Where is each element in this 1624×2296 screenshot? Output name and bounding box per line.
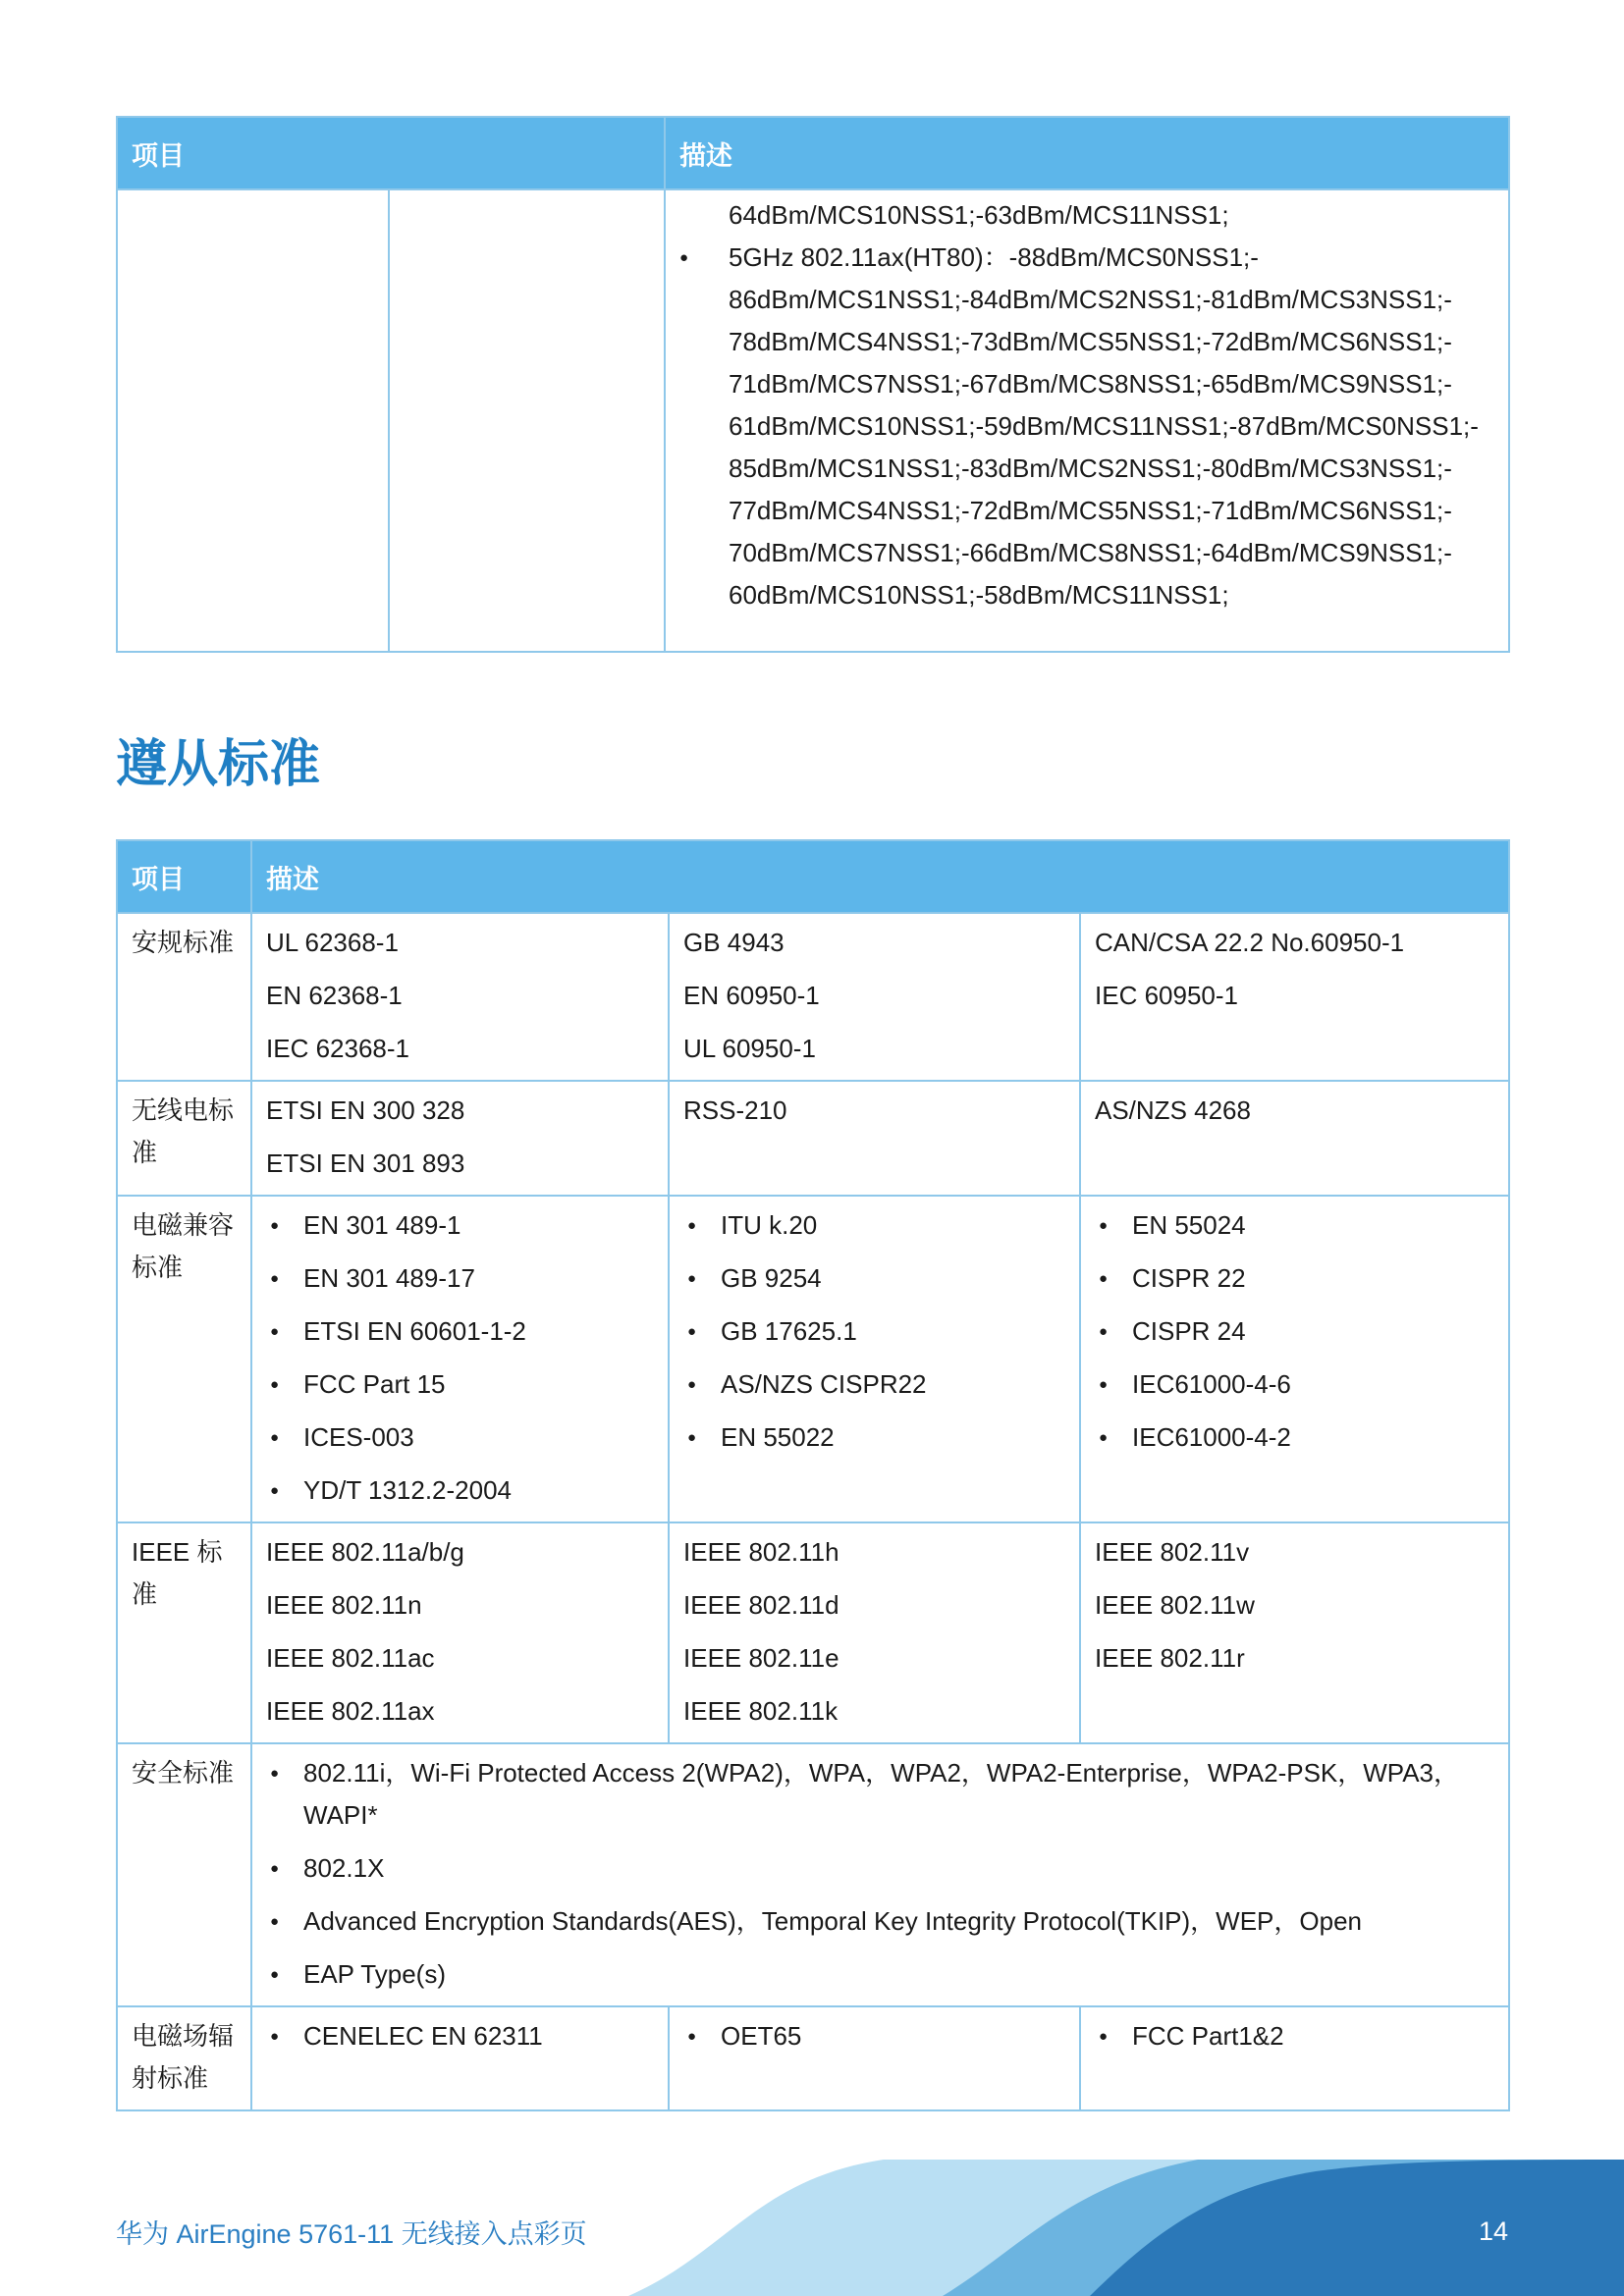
standards-cell [251, 1081, 669, 1196]
standard-item: ● GB 9254 [683, 1257, 1065, 1300]
standards-cell [251, 1743, 1509, 2006]
table-row [117, 1522, 1509, 1743]
standards-cell [1080, 1081, 1509, 1196]
standard-item: ● OET65 [683, 2015, 1065, 2057]
standard-item: ● FCC Part 15 [266, 1363, 654, 1406]
standard-item: ● CENELEC EN 62311 [266, 2015, 654, 2057]
standard-item: ● EN 55022 [683, 1416, 1065, 1459]
standard-item: IEEE 802.11ac [266, 1643, 435, 1673]
table-row [117, 1081, 1509, 1196]
standard-item: EN 60950-1 [683, 981, 820, 1010]
sensitivity-line: ● 5GHz 802.11ax(HT80)：-88dBm/MCS0NSS1;- [666, 237, 1508, 279]
standards-cell [1080, 2006, 1509, 2110]
standard-item: ● EAP Type(s) [266, 1953, 1494, 1996]
sensitivity-line: 61dBm/MCS10NSS1;-59dBm/MCS11NSS1;-87dBm/MCS0NSS1;- [729, 411, 1479, 441]
standard-item: ● IEC61000-4-2 [1095, 1416, 1494, 1459]
standard-item: ● ETSI EN 60601-1-2 [266, 1310, 654, 1353]
standards-cell [251, 1196, 669, 1522]
standards-cell [251, 913, 669, 1081]
sensitivity-line: 86dBm/MCS1NSS1;-84dBm/MCS2NSS1;-81dBm/MCS3NSS1;- [729, 285, 1452, 314]
standard-item: ● CISPR 22 [1095, 1257, 1494, 1300]
standard-item: ● YD/T 1312.2-2004 [266, 1469, 654, 1512]
standard-item: IEEE 802.11ax [266, 1696, 435, 1726]
standard-item: IEEE 802.11k [683, 1696, 839, 1726]
standards-cell [669, 1081, 1080, 1196]
standard-item: ● IEC61000-4-6 [1095, 1363, 1494, 1406]
standards-cell [669, 1196, 1080, 1522]
sensitivity-line: 70dBm/MCS7NSS1;-66dBm/MCS8NSS1;-64dBm/MCS9NSS1;- [729, 538, 1452, 567]
standard-item: ETSI EN 301 893 [266, 1148, 465, 1178]
standard-item: ● ICES-003 [266, 1416, 654, 1459]
sensitivity-line: 71dBm/MCS7NSS1;-67dBm/MCS8NSS1;-65dBm/MCS9NSS1;- [729, 369, 1452, 399]
table-row [117, 2006, 1509, 2110]
footer-title: 华为 AirEngine 5761-11 无线接入点彩页 [116, 2219, 587, 2249]
row-label: 安全标准 [117, 1743, 251, 2006]
standards-cell [669, 913, 1080, 1081]
standard-item: IEEE 802.11h [683, 1537, 839, 1567]
standards-cell [669, 2006, 1080, 2110]
standard-item: ● 802.1X [266, 1847, 1494, 1890]
standard-item: IEEE 802.11v [1095, 1537, 1250, 1567]
standard-item: ● ITU k.20 [683, 1204, 1065, 1247]
standard-item: ETSI EN 300 328 [266, 1095, 465, 1125]
standard-item: ● 802.11i，Wi-Fi Protected Access 2(WPA2)，WPA，WPA2，WPA2-Enterprise，WPA2-PSK，WPA3，WAPI* [266, 1752, 1494, 1837]
rx-sensitivity-table [116, 116, 1510, 653]
section-title: 遵从标准 [116, 736, 321, 793]
sensitivity-list [666, 194, 1508, 616]
empty-cell [389, 189, 665, 652]
standards-cell [1080, 913, 1509, 1081]
standard-item: ● CISPR 24 [1095, 1310, 1494, 1353]
table-row [117, 189, 1509, 652]
standard-item: ● Advanced Encryption Standards(AES)，Temporal Key Integrity Protocol(TKIP)，WEP，Open [266, 1900, 1494, 1943]
standard-item: RSS-210 [683, 1095, 787, 1125]
header-item: 项目 [117, 117, 665, 189]
standard-item: AS/NZS 4268 [1095, 1095, 1251, 1125]
standard-item: ● GB 17625.1 [683, 1310, 1065, 1353]
standard-item: EN 62368-1 [266, 981, 403, 1010]
table-row [117, 1743, 1509, 2006]
table-row [117, 913, 1509, 1081]
row-label: IEEE 标准 [117, 1522, 251, 1743]
sensitivity-line: 64dBm/MCS10NSS1;-63dBm/MCS11NSS1; [729, 200, 1229, 230]
standards-table [116, 839, 1510, 2111]
table-header-row [117, 117, 1509, 189]
row-label: 无线电标准 [117, 1081, 251, 1196]
standard-item: ● FCC Part1&2 [1095, 2015, 1494, 2057]
page-number: 14 [1479, 2216, 1509, 2246]
standard-item: IEEE 802.11n [266, 1590, 422, 1620]
sensitivity-line: 77dBm/MCS4NSS1;-72dBm/MCS5NSS1;-71dBm/MCS6NSS1;- [729, 496, 1452, 525]
standard-item: GB 4943 [683, 928, 785, 957]
table-header-row [117, 840, 1509, 913]
standard-item: UL 60950-1 [683, 1034, 816, 1063]
header-description: 描述 [251, 840, 1509, 913]
empty-cell [117, 189, 389, 652]
standard-item: IEEE 802.11w [1095, 1590, 1255, 1620]
standard-item: ● EN 301 489-1 [266, 1204, 654, 1247]
standards-cell [669, 1522, 1080, 1743]
standard-item: IEC 60950-1 [1095, 981, 1238, 1010]
header-description: 描述 [665, 117, 1509, 189]
standard-item: IEEE 802.11r [1095, 1643, 1245, 1673]
standard-item: CAN/CSA 22.2 No.60950-1 [1095, 928, 1405, 957]
standard-item: UL 62368-1 [266, 928, 399, 957]
standards-cell [1080, 1196, 1509, 1522]
sensitivity-line: 85dBm/MCS1NSS1;-83dBm/MCS2NSS1;-80dBm/MCS3NSS1;- [729, 454, 1452, 483]
sensitivity-line: 60dBm/MCS10NSS1;-58dBm/MCS11NSS1; [729, 580, 1229, 610]
standard-item: IEEE 802.11e [683, 1643, 839, 1673]
standard-item: ● EN 301 489-17 [266, 1257, 654, 1300]
standard-item: IEEE 802.11d [683, 1590, 839, 1620]
sensitivity-line: 78dBm/MCS4NSS1;-73dBm/MCS5NSS1;-72dBm/MCS6NSS1;- [729, 327, 1452, 356]
standard-item: IEEE 802.11a/b/g [266, 1537, 464, 1567]
standard-item: ● AS/NZS CISPR22 [683, 1363, 1065, 1406]
row-label: 电磁兼容标准 [117, 1196, 251, 1522]
row-label: 安规标准 [117, 913, 251, 1081]
standards-cell [1080, 1522, 1509, 1743]
table-row [117, 1196, 1509, 1522]
standards-cell [251, 2006, 669, 2110]
standards-cell [251, 1522, 669, 1743]
row-label: 电磁场辐射标准 [117, 2006, 251, 2110]
header-item: 项目 [117, 840, 251, 913]
standard-item: IEC 62368-1 [266, 1034, 409, 1063]
standard-item: ● EN 55024 [1095, 1204, 1494, 1247]
description-cell [665, 189, 1509, 652]
